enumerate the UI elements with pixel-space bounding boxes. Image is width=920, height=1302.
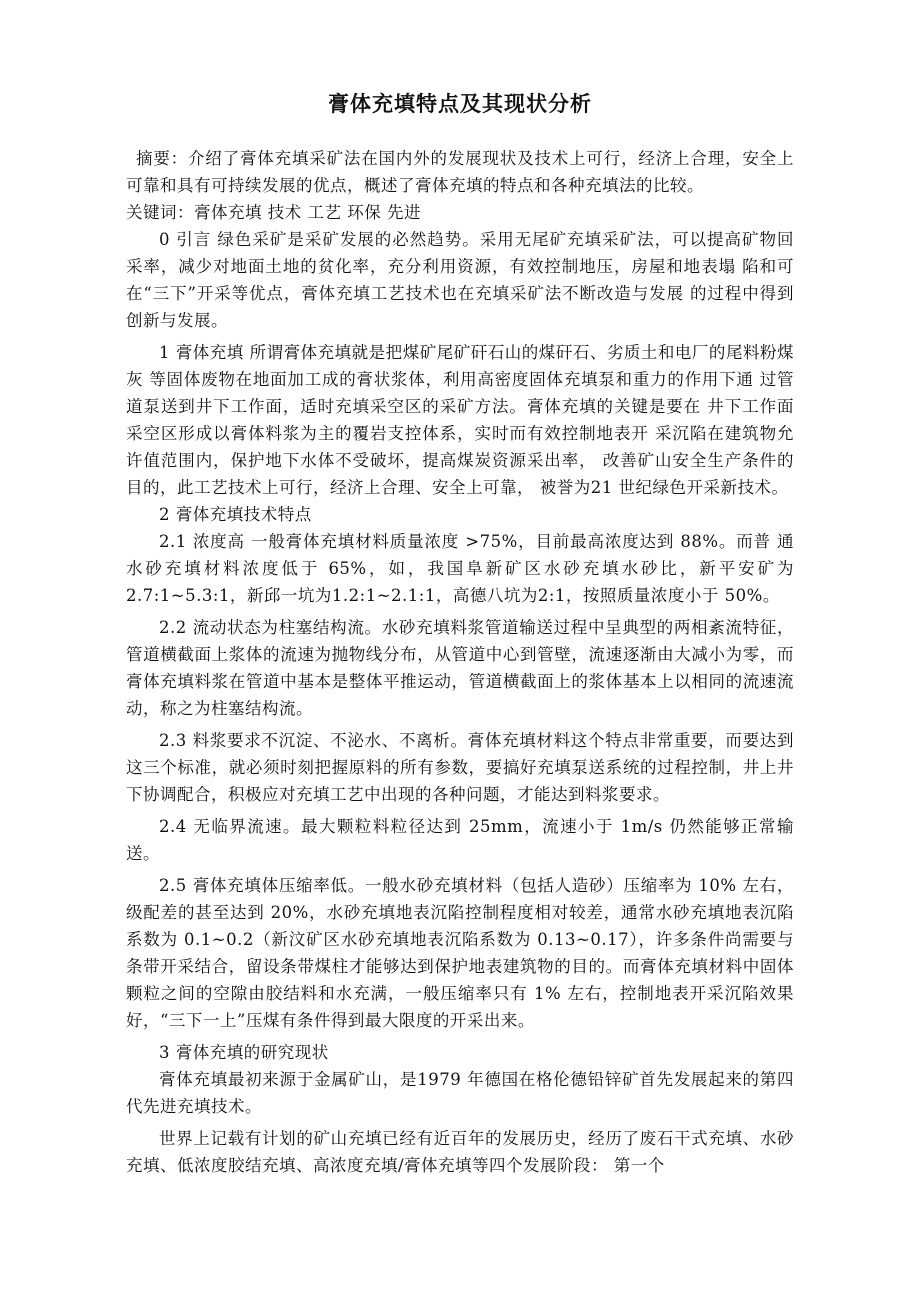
document-title: 膏体充填特点及其现状分析 (328, 92, 592, 116)
paragraph-2-5: 2.5 膏体充填体压缩率低。一般水砂充填材料（包括人造砂）压缩率为 10% 左右，级配差的甚至达到 20%，水砂充填地表沉陷控制程度相对较差，通常水砂充填地表沉陷系数为 0.1~0.2（新汶矿区水砂充填地表沉陷系数为 0.13~0.17），许多条件尚需要与条带开采结合，留设条带煤柱才能够达到保护地表建筑物的目的。而膏体充填材料中固体颗粒之间的空隙由胶结料和水充满，一般压缩率只有 1% 左右，控制地表开采沉陷效果好，“三下一上”压煤有条件得到最大限度的开采出来。 (126, 876, 794, 1030)
paragraph-2-3: 2.3 料浆要求不沉淀、不泌水、不离析。膏体充填材料这个特点非常重要，而要达到这三个标准，就必须时刻把握原料的所有参数，要搞好充填泵送系统的过程控制，井上井下协调配合，积极应对充填工艺中出现的各种问题，才能达到料浆要求。 (126, 731, 794, 804)
paragraph-2-2: 2.2 流动状态为柱塞结构流。水砂充填料浆管道输送过程中呈典型的两相紊流特征，管道横截面上浆体的流速为抛物线分布，从管道中心到管壁，流速逐渐由大减小为零，而膏体充填料浆在管道中基本是整体平推运动，管道横截面上的浆体基本上以相同的流速流动，称之为柱塞结构流。 (126, 618, 794, 718)
paragraph-2-4: 2.4 无临界流速。最大颗粒料粒径达到 25mm，流速小于 1m/s 仍然能够正常输送。 (126, 817, 794, 863)
paragraph-3-history: 世界上记载有计划的矿山充填已经有近百年的发展历史，经历了废石干式充填、水砂充填、低浓度胶结充填、高浓度充填/膏体充填等四个发展阶段： 第一个 (126, 1129, 794, 1175)
section-heading-3: 3 膏体充填的研究现状 (159, 1043, 329, 1062)
paragraph-2-1: 2.1 浓度高 一般膏体充填材料质量浓度 >75%，目前最高浓度达到 88%。而普 通水砂充填材料浓度低于 65%，如，我国阜新矿区水砂充填水砂比，新平安矿为 2.7:1~5.3:1，新邱一坑为1.2:1~2.1:1，高德八坑为2:1，按照质量浓度小于 50%。 (126, 532, 794, 605)
abstract-paragraph: 摘要：介绍了膏体充填采矿法在国内外的发展现状及技术上可行，经济上合理，安全上可靠和具有可持续发展的优点，概述了膏体充填的特点和各种充填法的比较。 (126, 149, 794, 195)
paragraph-introduction: 0 引言 绿色采矿是采矿发展的必然趋势。采用无尾矿充填采矿法，可以提高矿物回 采率，减少对地面土地的贫化率，充分利用资源，有效控制地压，房屋和地表塌 陷和可在“三下”开采等优点，膏体充填工艺技术也在充填采矿法不断改造与发展 的过程中得到创新与发展。 (126, 230, 794, 330)
keywords-line: 关键词：膏体充填 技术 工艺 环保 先进 (126, 203, 421, 222)
section-heading-2: 2 膏体充填技术特点 (159, 505, 312, 524)
document-body (126, 145, 794, 1179)
paragraph-3-origin: 膏体充填最初来源于金属矿山，是1979 年德国在格伦德铅锌矿首先发展起来的第四代先进充填技术。 (126, 1070, 794, 1116)
paragraph-section-1: 1 膏体充填 所谓膏体充填就是把煤矿尾矿矸石山的煤矸石、劣质土和电厂的尾料粉煤灰 等固体废物在地面加工成的膏状浆体，利用高密度固体充填泵和重力的作用下通 过管道泵送到井下工作面，适时充填采空区的采矿方法。膏体充填的关键是要在 井下工作面采空区形成以膏体料浆为主的覆岩支控体系，实时而有效控制地表开 采沉陷在建筑物允许值范围内，保护地下水体不受破坏，提高煤炭资源采出率， 改善矿山安全生产条件的目的，此工艺技术上可行，经济上合理、安全上可靠， 被誉为21 世纪绿色开采新技术。 (126, 343, 794, 497)
